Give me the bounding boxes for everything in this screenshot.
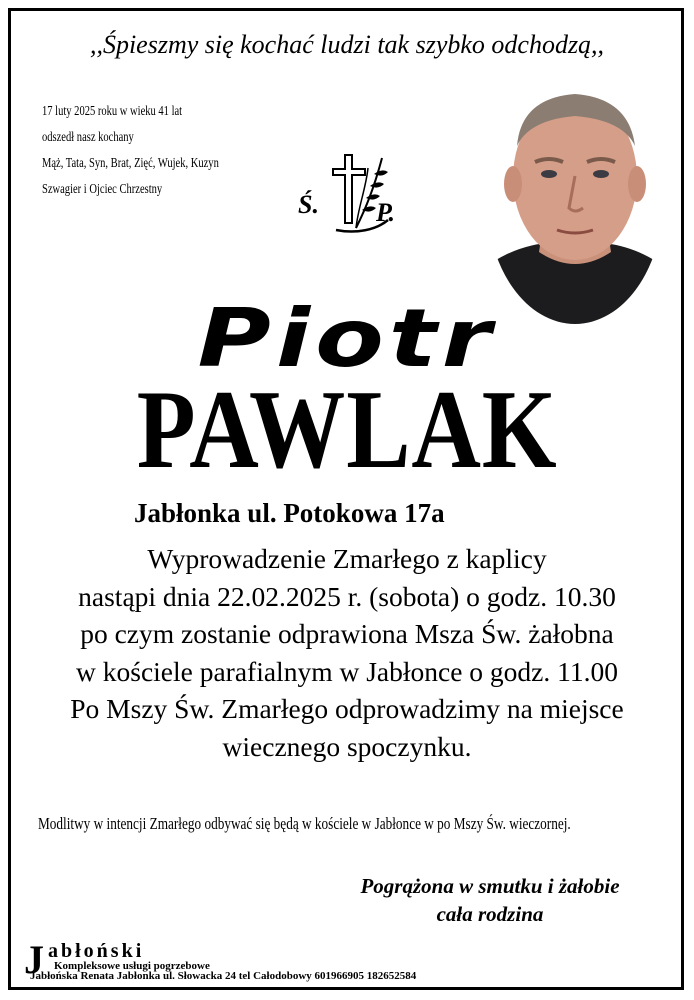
intro-line: Mąż, Tata, Syn, Brat, Zięć, Wujek, Kuzyn bbox=[42, 155, 219, 170]
sp-right-letter: P. bbox=[376, 198, 396, 227]
mourning-signature bbox=[300, 872, 680, 928]
announcement-line: wiecznego spoczynku. bbox=[222, 730, 472, 762]
announcement-line: po czym zostanie odprawiona Msza Św. żałobna bbox=[80, 618, 614, 649]
company-initial: J bbox=[24, 937, 44, 982]
intro-line: Szwagier i Ojciec Chrzestny bbox=[42, 181, 163, 196]
first-name: Piotr bbox=[197, 292, 496, 385]
cross-with-wheat-icon bbox=[296, 148, 406, 238]
sp-left-letter: Ś. bbox=[298, 190, 319, 219]
announcement-line: nastąpi dnia 22.02.2025 r. (sobota) o godz. 10.30 bbox=[78, 580, 616, 612]
announcement-line: w kościele parafialnym w Jabłonce o godz. 11.00 bbox=[76, 655, 618, 687]
prayers-note: Modlitwy w intencji Zmarłego odbywać się będą w kościele w Jabłonce w po Mszy Św. wieczornej. bbox=[38, 814, 571, 833]
company-contact: Jabłońska Renata Jabłonka ul. Słowacka 24 tel Całodobowy 601966905 182652584 bbox=[30, 970, 417, 982]
address: Jabłonka ul. Potokowa 17a bbox=[134, 498, 445, 528]
announcement bbox=[0, 540, 694, 765]
intro-line: odszedł nasz kochany bbox=[42, 129, 134, 144]
announcement-line: Po Mszy Św. Zmarłego odprowadzimy na miejsce bbox=[70, 693, 624, 724]
company-name: abłoński bbox=[48, 940, 145, 962]
mourning-line: cała rodzina bbox=[436, 902, 544, 926]
quote: ,,Śpieszmy się kochać ludzi tak szybko odchodzą,, bbox=[89, 30, 605, 59]
last-name: PAWLAK bbox=[136, 368, 558, 492]
announcement-line: Wyprowadzenie Zmarłego z kaplicy bbox=[147, 543, 547, 574]
intro-text bbox=[42, 98, 221, 202]
intro-line: 17 luty 2025 roku w wieku 41 lat bbox=[42, 103, 183, 118]
deceased-portrait bbox=[487, 76, 663, 324]
company-tagline: Kompleksowe usługi pogrzebowe bbox=[54, 960, 210, 972]
mourning-line: Pogrążona w smutku i żałobie bbox=[360, 874, 620, 898]
